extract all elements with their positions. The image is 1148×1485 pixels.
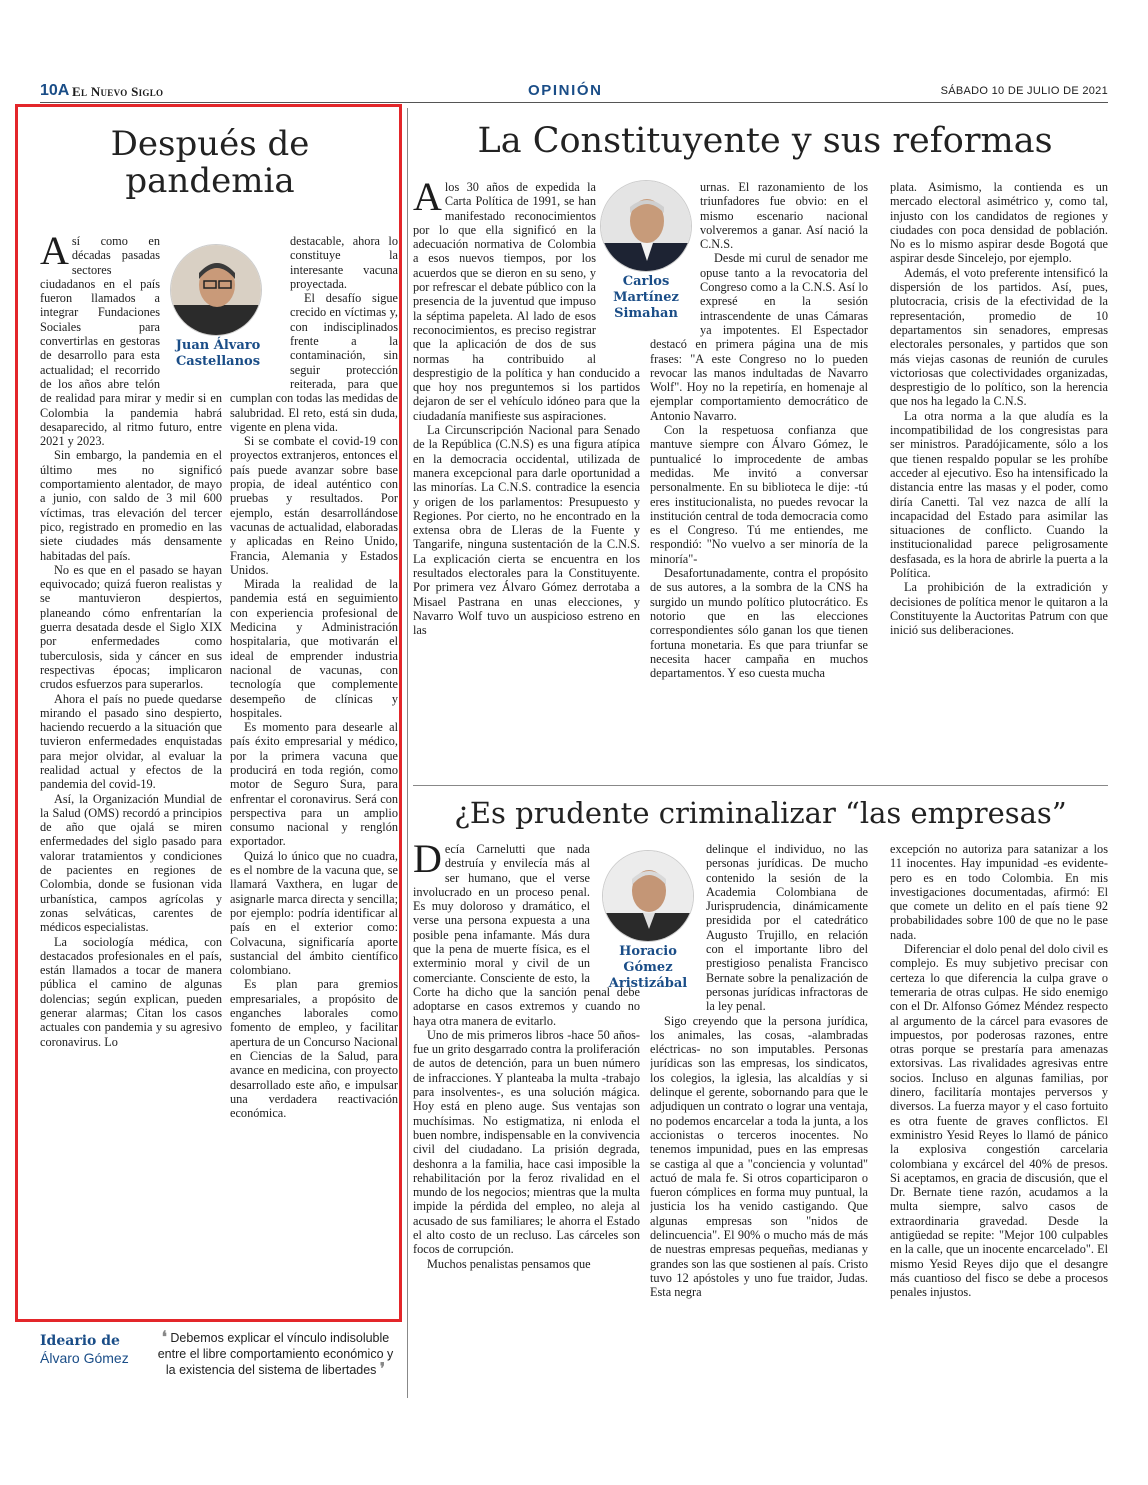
article3-headline: ¿Es prudente criminalizar “las empresas” xyxy=(454,796,1067,830)
article1-author: Juan Álvaro Castellanos xyxy=(175,338,261,369)
ideario-box xyxy=(40,1333,129,1366)
paragraph: La otra norma a la que aludía es la incompatibilidad de los congresistas para ser ministros. Paradójicamente, sólo a los que tienen respaldo popular se les prohíbe acceder al ejecutivo. Eso ha intensificado la distancia entre las masas y el poder, como diría Canetti. Tal vez nazca de allí la incapacidad del Estado para asimilar las situaciones de conflicto. Cuando la institucionalidad parece peligrosamente desfasada, es la hora de abrirle la puerta a la Política. xyxy=(890,408,1108,581)
paragraph: Desafortunadamente, contra el propósito de sus autores, a la sombra de la CNS ha surgido un mundo político plutocrático. Es notorio que en las elecciones correspondientes sólo ganan los que tienen fortuna monetaria. Es que para triunfar se necesita hacer campaña en muchos departamentos. Y eso cuesta mucha xyxy=(650,566,868,681)
paragraph: Si se combate el covid-19 con proyectos extranjeros, entonces el país puede avanzar sobre base propia, de ideal auténtico con pruebas y resultados. Por ejemplo, están desarrollándose vacunas de actualidad, elaboradas y aplicadas en Reino Unido, Francia, Alemania y Estados Unidos. xyxy=(230,434,398,577)
article2-headline: La Constituyente y sus reformas xyxy=(477,121,1053,161)
ideario-name: Álvaro Gómez xyxy=(40,1350,129,1366)
paragraph: delinque el individuo, no las personas jurídicas. De mucho contenido la sesión de la Academia Colombiana de Jurisprudencia, dinámicamente presidida por el catedrático Augusto Trujillo, en relación con el importante libro del prestigioso penalista Francisco Bernate sobre la penalización de personas jurídicas infractoras de la ley penal. xyxy=(706,842,868,1014)
article3-col2 xyxy=(650,842,868,1402)
article2-col2 xyxy=(650,180,868,768)
paragraph: Desde mi curul de senador me opuse tanto a la revocatoria del Congreso como a la C.N.S. Así lo expresé en la sesión intrascendente de unas Cámaras ya impotentes. El Espectador destacó en primera página una de mis frases: "A este Congreso no lo pueden revocar las manos indultadas de Navarro Wolf". Hoy no la repetiría, en homenaje al ejemplar comportamiento democrático de Antonio Navarro. xyxy=(650,251,868,423)
ideario-title: Ideario de xyxy=(40,1333,120,1349)
paragraph: Sin embargo, la pandemia en el último mes no significó comportamiento alentador, de mayo a junio, con saldo de 3 mil 600 víctimas, tras elevación del tercer pico, registrado en promedio en las siete ciudades más densamente habitadas del país. xyxy=(40,448,222,563)
paragraph: Así, la Organización Mundial de la Salud (OMS) recordó a principios de año que ojalá se miren enfermedades del siglo pasado para valorar tratamientos y condiciones de pacientes en regiones de Colombia, donde se fusionan vida urbanística, campos agrícolas y zonas selváticas, carentes de médicos especialistas. xyxy=(40,791,222,935)
article1-headline: Después de pandemia xyxy=(110,124,310,202)
article3-col1 xyxy=(413,842,640,1402)
paragraph: Además, el voto preferente intensificó la dispersión de los partidos. Así, pues, plutocracia, crisis de la efectividad de la representación, promedio de 10 departamentos sin senadores, empresas electorales personales, y partidos que son más viejas casonas de reunión de curules victoriosas que colectividades organizadas, desprestigio de lo político, son la herencia que nos ha legado la C.N.S. xyxy=(890,265,1108,409)
paragraph: plata. Asimismo, la contienda es un mercado electoral asimétrico y, como tal, injusto con los candidatos de regiones y ciudades con poca densidad de población. No es lo mismo aspirar desde Bogotá que aspirar desde Sincelejo, por ejemplo. xyxy=(890,180,1108,266)
article1-col2 xyxy=(230,234,398,1304)
page-number: 10A xyxy=(40,82,70,99)
paragraph: Diferenciar el dolo penal del dolo civil es complejo. Es muy subjetivo precisar con certeza lo que diferencia la culpa grave o temeraria de otras culpas. He sido enemigo con el Dr. Alfonso Gómez Méndez respecto al argumento de la cárcel para evasores de impuestos, por poderosas razones, entre otras porque se prestaría para amenazas extorsivas. Las rivalidades agresivas entre socios. Incluso en algunas familias, por dinero, facilitaría montajes perversos y diversos. La fuerza mayor y el caso fortuito es otra fuente de graves conflictos. El exministro Yesid Reyes lo llamó de pánico la explosiva congestión carcelaria colombiana y excárcel del 40% de presos. Si aceptamos, en gracia de discusión, que el Dr. Bernate tiene razón, acudamos a la multa siempre, salvo casos de extraordinaria gravedad. Desde la antigüedad se repite: "Mejor 100 culpables en la calle, que un inocente encarcelado". El mismo Yesid Reyes dijo que el desangre más cuantioso del fisco se debe a procesos penales injustos. xyxy=(890,942,1108,1300)
paragraph: La Circunscripción Nacional para Senado de la República (C.N.S) es una figura atípica en la democracia occidental, utilizada de manera excepcional para darle oportunidad a las minorías. La C.N.S. contradice la esencia y origen de los parlamentos: Presupuesto y Regiones. Por cierto, no he encontrado en la extensa obra de Lleras de la Fuente y Tangarife, ninguna sustentación de la C.N.S. La explicación cierta se encuentra en los resultados electorales para la Constituyente. Por primera vez Álvaro Gómez derrotaba a Misael Pastrana en unas elecciones, y Navarro Wolf tuvo un auspicioso estreno en las xyxy=(413,423,640,638)
page-header xyxy=(40,82,1108,102)
paragraph: La sociología médica, con destacados profesionales en el país, están llamados a tocar de manera pública el camino de algunas dolencias; según explican, pueden generar alarmas; Citan los casos actuales con pandemia y su agresivo coronavirus. Lo xyxy=(40,934,222,1049)
paragraph: Ahora el país no puede quedarse mirando el pasado sino despierto, haciendo recuerdo a la situación que tuvieron enfermedades enquistadas para mejor olvidar, al evaluar la realidad actual y efectos de la pandemia del covid-19. xyxy=(40,691,222,792)
masthead: El Nuevo Siglo xyxy=(72,84,164,99)
article3-col3 xyxy=(890,842,1108,1402)
quote-text: Debemos explicar el vínculo indisoluble entre el libre comportamiento económico y la existencia del sistema de libertades xyxy=(157,1331,394,1377)
section-title: OPINIÓN xyxy=(528,82,603,99)
close-quote-icon: ❜ xyxy=(379,1361,386,1378)
paragraph: Quizá lo único que no cuadra, es el nombre de la vacuna que, se llamará Vaxthera, en lugar de asignarle marca directa y sencilla; por ejemplo: podría identificar al país en el exterior como: Colvacuna, significaría aporte sustancial del ámbito científico colombiano. xyxy=(230,848,398,978)
paragraph: destacable, ahora lo constituye la interesante vacuna proyectada. xyxy=(290,234,398,291)
paragraph: El desafío sigue crecido en víctimas y, con indisciplinados frente a la contaminación, sin seguir protección reiterada, para que cumplan con todas las medidas de salubridad. El reto, está sin duda, vigente en plena vida. xyxy=(230,291,398,434)
paragraph: Es plan para gremios empresariales, a propósito de enganches laborales como fomento de empleo, y facilitar apertura de un Concurso Nacional en Ciencias de la Salud, para avance en medicina, con proyecto desarrollado este año, e impulsar una verdadera reactivación económica. xyxy=(230,977,398,1121)
article2-author: Carlos Martínez Simahan xyxy=(613,274,679,321)
article2-col3 xyxy=(890,180,1108,768)
paragraph: Mirada la realidad de la pandemia está en seguimiento con experiencia profesional de Medicina y Administración hospitalaria, que motivarán el ideal de emprender industria nacional de vacunas, con tecnología que complemente desempeño de clínicas y hospitales. xyxy=(230,577,398,720)
article3-author: Horacio Gómez Aristizábal xyxy=(608,944,688,991)
paragraph: La prohibición de la extradición y decisiones de política menor le quitaron a la Constituyente la Auctoritas Patrum con que inició sus deliberaciones. xyxy=(890,580,1108,638)
open-quote-icon: ❛ xyxy=(161,1329,167,1346)
paragraph: Sigo creyendo que la persona jurídica, los animales, las cosas, -alambradas eléctricas- no son imputables. Personas jurídicas son las empresas, los sindicatos, los colegios, la iglesia, las alcaldías y si delinque el gerente, sobornando para que le adjudiquen un contrato o lograr una ventaja, no podemos encarcelar a toda la junta, a los accionistas o terceros inocentes. No tenemos impunidad, pues en las empresas se castiga al que a "conciencia y voluntad" actuó de mala fe. Si otros coparticiparon o fueron cómplices en forma muy puntual, la justicia los ha venido castigando. Que algunas empresas son "nidos de delincuencia". El 90% o mucho más de más de nuestras empresas pequeñas, medianas y grandes son las que sostienen al país. Cristo tuvo 12 apóstoles y uno fue traidor, Judas. Esta negra xyxy=(650,1013,868,1300)
article2-col1 xyxy=(413,180,640,768)
header-rule xyxy=(40,102,1108,103)
paragraph: urnas. El razonamiento de los triunfadores fue obvio: en el mismo escenario nacional volveremos a ganar. Así nació la C.N.S. xyxy=(700,180,868,252)
paragraph: Muchos penalistas pensamos que xyxy=(427,1256,591,1271)
paragraph: Así como en décadas pasadas sectores ciudadanos en el país fueron llamados a integrar Fundaciones Sociales para convertirlas en gestoras de desarrollo para esta actualidad; el recorrido de los años abre telón de realidad para mirar y medir si en Colombia la pandemia habrá desaparecido, al ritmo futuro, entre 2021 y 2023. xyxy=(40,234,222,449)
section-divider xyxy=(413,785,1108,786)
paragraph: excepción no autoriza para satanizar a los 11 inocentes. Hay impunidad -es evidente- pero es en todo Colombia. En mis investigaciones documentadas, afirmó: El que comete un delito en el país tiene 92 probabilidades sobre 100 de que no le pase nada. xyxy=(890,842,1108,942)
paragraph: Alos 30 años de expedida la Carta Política de 1991, se han manifestado reconocimientos por lo que ella significó en la adecuación normativa de Colombia a esos nuevos tiempos, por los acuerdos que se dieron en su seno, y por refrescar el debate público con la presencia de la juventud que impuso la séptima papeleta. Al lado de esos reconocimientos, es preciso registrar que la aplicación de dos de sus normas ha contribuido al desprestigio de la política y han conducido a que hoy nos preguntemos si los partidos dejaron de ser el vehículo idóneo para que la ciudadanía manifieste sus aspiraciones. xyxy=(413,180,640,423)
paragraph: Con la respetuosa confianza que mantuve siempre con Álvaro Gómez, le puntualicé lo improcedente de ambas medidas. Me invitó a conversar personalmente. En su biblioteca le dije: -tú eres institucionalista, no puedes revocar la institución central de toda democracia como es el Congreso. Tú me entiendes, me respondió: "No vuelvo a ser minoría de la minoría"- xyxy=(650,423,868,566)
column-divider xyxy=(407,108,408,1398)
article1-col1 xyxy=(40,234,222,1304)
issue-date: SÁBADO 10 DE JULIO DE 2021 xyxy=(940,85,1108,97)
paragraph: Decía Carnelutti que nada destruía y envilecía más al ser humano, que el verse involucrado en un proceso penal. Es muy doloroso y dramático, el verse una persona expuesta a una posible pena infamante. Más dura que la pena de muerte física, es el exterminio moral y civil de un comerciante. Consciente de esto, la Corte ha dicho que la sanción penal debe adoptarse en casos extremos y cuando no haya otra manera de evitarlo. xyxy=(413,842,640,1028)
paragraph: Es momento para desearle al país éxito empresarial y médico, por la primera vacuna que producirá en toda región, como motor de Seguro Sura, para enfrentar el coronavirus. Será con perspectiva para un amplio consumo nacional y renglón exportador. xyxy=(230,720,398,849)
paragraph: No es que en el pasado se hayan equivocado; quizá fueron realistas y se mantuvieron despiertos, planeando cómo enfrentarían la guerra desatada desde el Siglo XIX por enfermedades como tuberculosis, sida y cáncer en sus respectivas épocas; implicaron crudos esfuerzos para superarlos. xyxy=(40,562,222,692)
ideario-quote xyxy=(153,1330,398,1378)
paragraph: Uno de mis primeros libros -hace 50 años- fue un grito desgarrado contra la proliferación de autos de detención, para un buen número de infracciones. Y planteaba la multa -trabajo para insolventes-, es una solución mágica. Hoy está en pleno auge. Sus ventajas son muchísimas. No estigmatiza, ni enloda el buen nombre, indispensable en la convivencia civil del ciudadano. La prisión degrada, deshonra a la familia, hace casi imposible la rehabilitación por la feroz rivalidad en el mundo de los negocios; mientras que la multa impide la pérdida del empleo, no aleja al acusado de sus familiares; le ahorra el Estado el alto costo de un recluso. Las cárceles son focos de corrupción. xyxy=(413,1027,640,1257)
